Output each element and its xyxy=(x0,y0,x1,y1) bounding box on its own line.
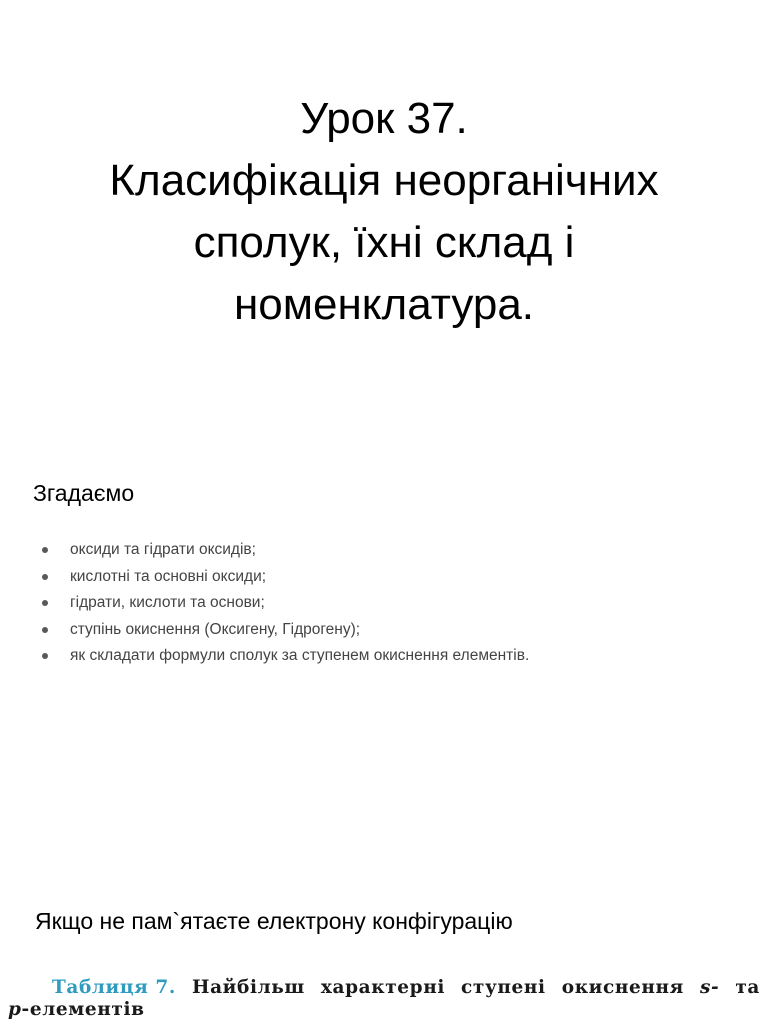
caption-s-letter: s- xyxy=(699,977,720,998)
list-item xyxy=(40,617,529,644)
list-item-text: ступінь окиснення (Оксигену, Гідрогену); xyxy=(70,620,361,638)
list-item xyxy=(40,537,529,564)
title-line-1: Урок 37. xyxy=(300,94,468,143)
list-item-text: як складати формули сполук за ступенем окиснення елементів. xyxy=(70,647,530,665)
caption-word: ступені xyxy=(461,977,546,998)
caption-word: Найбільш xyxy=(192,977,305,998)
title-line-2: Класифікація неорганічних xyxy=(109,156,659,205)
table-caption xyxy=(0,976,768,1022)
caption-p-letter: p xyxy=(8,999,22,1020)
table-caption-line-1 xyxy=(0,976,768,1000)
bullet-icon xyxy=(42,653,48,659)
table-caption-label: Таблиця 7. xyxy=(52,977,176,998)
list-item xyxy=(40,564,529,591)
recall-list xyxy=(40,537,529,670)
bullet-icon xyxy=(42,547,48,553)
slide-title xyxy=(0,88,768,336)
recall-heading: Згадаємо xyxy=(33,480,135,506)
bullet-icon xyxy=(42,627,48,633)
caption-word: окиснення xyxy=(561,977,684,998)
caption-word: -елементів xyxy=(21,999,145,1020)
bullet-icon xyxy=(42,600,48,606)
bullet-icon xyxy=(42,574,48,580)
list-item-text: гідрати, кислоти та основи; xyxy=(70,594,265,612)
table-caption-line-2 xyxy=(0,998,768,1022)
caption-word: та xyxy=(735,977,760,998)
list-item xyxy=(40,590,529,617)
caption-word: характерні xyxy=(320,977,445,998)
electron-config-note: Якщо не пам`ятаєте електрону конфігурацію xyxy=(35,908,513,934)
list-item xyxy=(40,643,529,670)
list-item-text: оксиди та гідрати оксидів; xyxy=(70,541,256,559)
list-item-text: кислотні та основні оксиди; xyxy=(70,567,267,585)
title-line-4: номенклатура. xyxy=(233,280,535,329)
title-line-3: сполук, їхні склад і xyxy=(193,218,575,267)
